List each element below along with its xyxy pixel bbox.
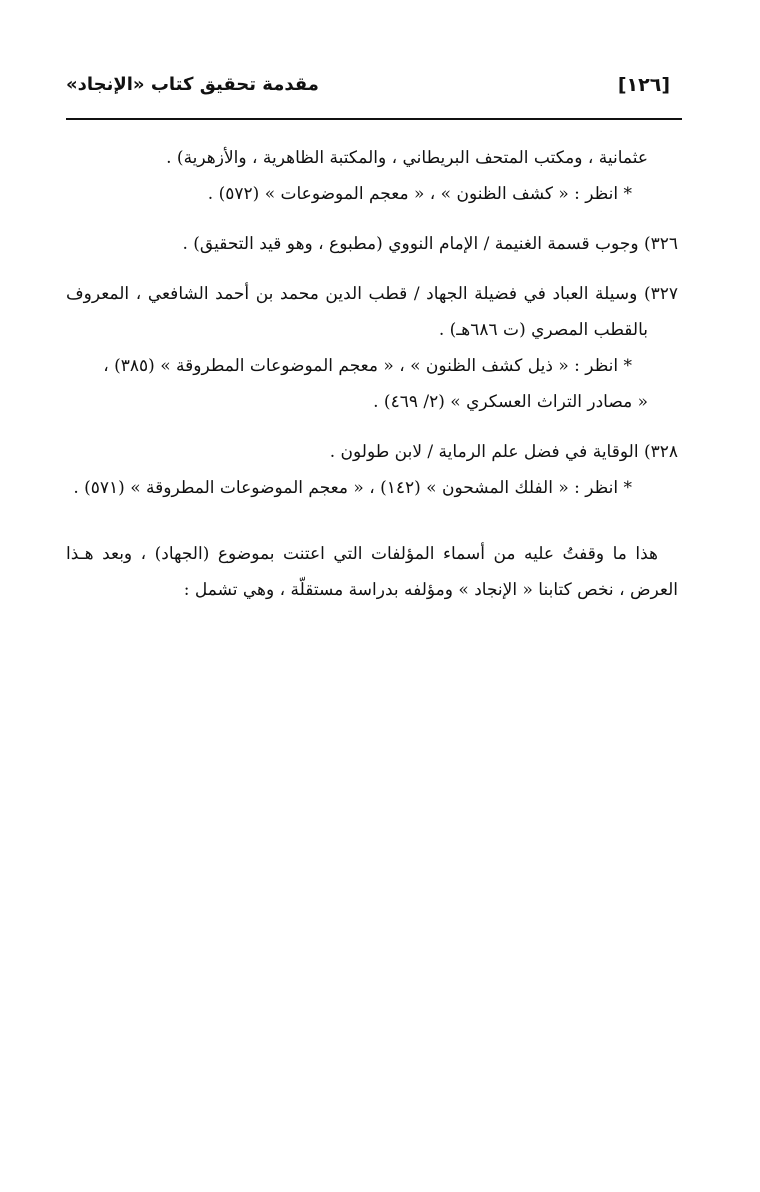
paragraph-line: هذا ما وقفتُ عليه من أسماء المؤلفات التي اعتنت بموضوع (الجهاد) ، وبعد هـذا: [66, 544, 658, 564]
entry-327-continued: بالقطب المصري (ت ٦٨٦هـ) .: [438, 320, 648, 340]
page-number: [١٢٦]: [617, 74, 670, 96]
reference-line: * انظر : « كشف الظنون » ، « معجم الموضوعات » (٥٧٢) .: [207, 184, 632, 204]
entry-326: ٣٢٦) وجوب قسمة الغنيمة / الإمام النووي (مطبوع ، وهو قيد التحقيق) .: [182, 234, 678, 254]
running-title: مقدمة تحقيق كتاب «الإنجاد»: [66, 74, 319, 95]
page-body: [66, 140, 678, 608]
reference-line: * انظر : « ذيل كشف الظنون » ، « معجم الموضوعات المطروقة » (٣٨٥) ،: [103, 356, 632, 376]
entry-328: ٣٢٨) الوقاية في فضل علم الرماية / لابن طولون .: [329, 442, 678, 462]
entry-327: ٣٢٧) وسيلة العباد في فضيلة الجهاد / قطب الدين محمد بن أحمد الشافعي ، المعروف: [66, 284, 678, 304]
reference-line: * انظر : « الفلك المشحون » (١٤٢) ، « معجم الموضوعات المطروقة » (٥٧١) .: [73, 478, 632, 498]
header-divider: [66, 118, 682, 120]
page-header: [66, 72, 678, 108]
reference-line-continued: « مصادر التراث العسكري » (٢/ ٤٦٩) .: [373, 392, 648, 412]
paragraph-line: العرض ، نخص كتابنا « الإنجاد » ومؤلفه بدراسة مستقلّة ، وهي تشمل :: [183, 580, 678, 600]
text-line: عثمانية ، ومكتب المتحف البريطاني ، والمكتبة الظاهرية ، والأزهرية) .: [166, 148, 648, 168]
